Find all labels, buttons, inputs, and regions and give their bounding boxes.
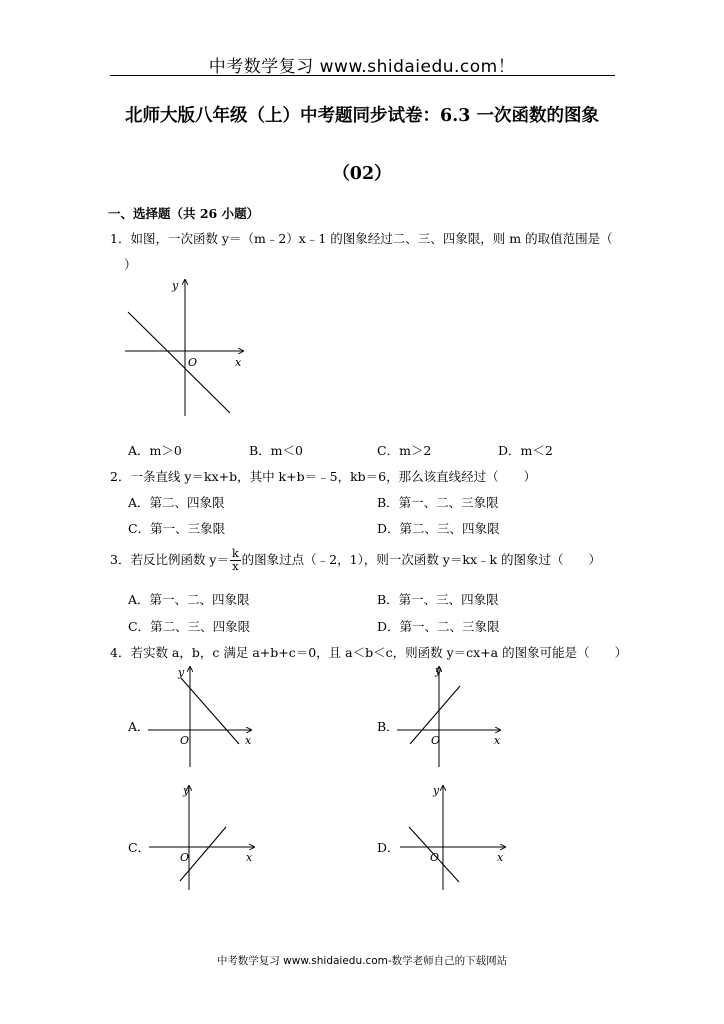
q4-option-a-label[interactable]: A． [128,719,150,734]
q4b-x-label: x [494,734,501,747]
q4c-origin-label: O [180,851,190,864]
q4a-origin-label: O [180,734,190,747]
q4a-y-label: y [178,666,185,679]
q3-frac-denominator: x [232,560,239,573]
section-heading: 一、选择题（共 26 小题） [108,206,260,221]
q3-frac-numerator: k [232,547,239,560]
page-header: 中考数学复习 www.shidaiedu.com！ [208,57,516,77]
q4-option-c-label[interactable]: C． [128,840,151,855]
q4-option-d-label[interactable]: D． [377,840,400,855]
q1-option-d[interactable]: D．m＜2 [498,443,553,458]
q2-option-c[interactable]: C．第一、三象限 [128,521,226,536]
q3-stem [110,548,601,573]
q2-option-a[interactable]: A．第二、四象限 [128,495,225,510]
q4-graph-d[interactable] [397,783,512,893]
document-title: 北师大版八年级（上）中考题同步试卷：6.3 一次函数的图象 [124,106,600,126]
q3-option-a[interactable]: A．第一、二、四象限 [128,592,250,607]
q3-option-b[interactable]: B．第一、三、四象限 [377,592,499,607]
q1-origin-label: O [188,356,198,369]
q4d-x-label: x [497,851,504,864]
q4c-y-label: y [183,784,190,797]
q4-graph-c[interactable] [146,783,261,893]
header-divider [110,75,615,76]
q1-x-label: x [235,356,242,369]
q4a-x-label: x [245,734,252,747]
q4-stem: 4．若实数 a，b，c 满足 a+b+c＝0，且 a＜b＜c，则函数 y＝cx+a 的图象可能是（ ） [110,645,628,660]
q1-y-label: y [172,279,179,292]
q4d-y-label: y [433,784,440,797]
q1-stem-line2: ） [124,257,137,272]
q3-stem-after: 的图象过点（﹣2，1），则一次函数 y＝kx﹣k 的图象过（ ） [241,552,602,567]
q2-option-d[interactable]: D．第二、三、四象限 [377,521,500,536]
q1-option-c[interactable]: C．m＞2 [377,443,432,458]
document-title-number: （02） [332,164,392,184]
q3-option-d[interactable]: D．第一、二、三象限 [377,619,500,634]
q4d-origin-label: O [430,851,440,864]
page-footer: 中考数学复习 www.shidaiedu.com-数学老师自己的下载网站 [216,955,508,967]
q4b-y-label: y [435,664,442,677]
q4-graph-a[interactable] [143,664,258,769]
q4-graph-b[interactable] [392,664,507,769]
q1-function-line [128,312,230,413]
q1-option-b[interactable]: B．m＜0 [249,443,303,458]
q1-graph [120,276,250,421]
q4b-origin-label: O [431,734,441,747]
q1-stem-line1: 1．如图，一次函数 y＝（m﹣2）x﹣1 的图象经过二、三、四象限，则 m 的取值范围是（ [110,231,613,246]
q3-option-c[interactable]: C．第二、三、四象限 [128,619,251,634]
q2-stem: 2．一条直线 y＝kx+b，其中 k+b＝﹣5，kb＝6，那么该直线经过（ ） [110,469,537,484]
q3-fraction [230,548,241,573]
q4c-x-label: x [246,851,253,864]
q1-option-a[interactable]: A．m＞0 [128,443,182,458]
q3-stem-before: 3．若反比例函数 y＝ [110,552,229,567]
q4-option-b-label[interactable]: B． [377,719,399,734]
q2-option-b[interactable]: B．第一、二、三象限 [377,495,499,510]
